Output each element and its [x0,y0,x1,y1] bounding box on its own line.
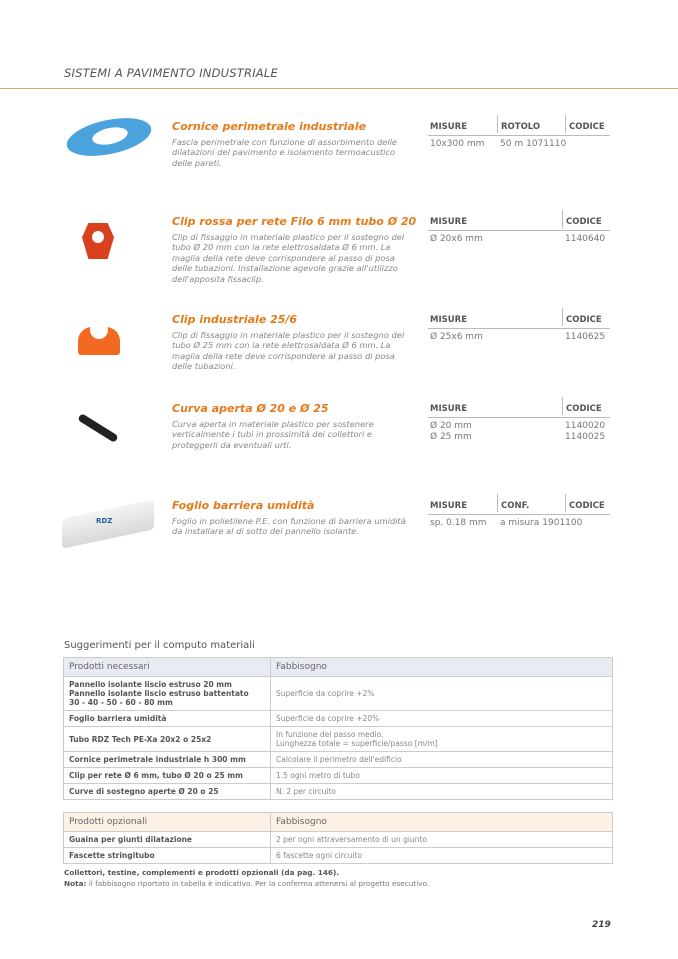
spec-row [428,421,610,432]
optional-products-table [63,812,613,864]
product-cell: Clip per rete Ø 6 mm, tubo Ø 20 o 25 mm [64,768,271,784]
table-row [64,768,613,784]
product-title: Foglio barriera umidità [172,499,315,512]
spec-cell: a misura [500,518,540,528]
spec-cell: 1140025 [565,432,606,442]
spec-cell: Ø 20 mm [430,421,472,431]
requirement-cell: In funzione del passo medio. Lunghezza totale = superficie/passo [m/m] [271,727,613,752]
table-row [64,677,613,711]
spec-header: MISURE [430,315,467,325]
spec-row [428,234,610,245]
divider [0,88,678,89]
spec-table [428,315,610,343]
product-image [66,112,152,164]
spec-cell: sp. 0.18 mm [430,518,487,528]
spec-cell: 1071110 [526,139,567,149]
page-number: 219 [592,920,611,930]
product-title: Clip rossa per rete Filo 6 mm tubo Ø 20 [172,215,417,228]
header-cell: Fabbisogno [271,658,613,677]
spec-row [428,432,610,443]
spec-header: MISURE [430,122,467,132]
suggestions-title: Suggerimenti per il computo materiali [64,640,255,651]
note [64,879,429,888]
spec-header: MISURE [430,501,467,511]
product-description: Clip di fissaggio in materiale plastico per il sostegno del tubo Ø 20 mm con la rete elettrosaldata Ø 6 mm. La maglia della rete deve corrispondere al passo di posa delle tubazioni. Installazione agevole grazie all'utilizzo dell'apposita fissaclip. [172,232,405,284]
spec-row [428,139,610,150]
product-description: Clip di fissaggio in materiale plastico per il sostegno del tubo Ø 25 mm con la rete elettrosaldata Ø 6 mm. La maglia della rete deve corrispondere al passo di posa delle tubazioni. [172,330,405,372]
product-cell: Foglio barriera umidità [64,711,271,727]
note-text: il fabbisogno riportato in tabella è indicativo. Per la conferma attenersi al progetto esecutivo. [86,879,430,888]
spec-table [428,501,610,529]
product-cell: Cornice perimetrale industriale h 300 mm [64,752,271,768]
table-header [64,813,613,832]
spec-cell: 50 m [500,139,524,149]
spec-cell: 1140625 [565,332,606,342]
header-cell: Fabbisogno [271,813,613,832]
product-image [78,219,118,263]
spec-table [428,217,610,245]
table-row [64,752,613,768]
table-row [64,832,613,848]
footnote [64,868,339,877]
spec-table [428,404,610,443]
spec-cell: Ø 25 mm [430,432,472,442]
spec-cell: Ø 25x6 mm [430,332,483,342]
requirement-cell: Superficie da coprire +20% [271,711,613,727]
requirement-cell: Superficie da coprire +2% [271,677,613,711]
spec-header: CODICE [565,494,610,512]
required-products-table [63,657,613,800]
spec-header: MISURE [430,217,467,227]
spec-cell: 1140020 [565,421,606,431]
spec-header: CODICE [562,397,610,415]
requirement-cell: 2 per ogni attraversamento di un giunto [271,832,613,848]
product-title: Cornice perimetrale industriale [172,120,367,133]
header-cell: Prodotti necessari [64,658,271,677]
spec-cell: 1140640 [565,234,606,244]
spec-cell: 10x300 mm [430,139,485,149]
product-cell: Pannello isolante liscio estruso 20 mm Pannello isolante liscio estruso battentato 30 - 40 - 50 - 60 - 80 mm [64,677,271,711]
requirement-cell: Calcolare il perimetro dell'edificio [271,752,613,768]
table-row [64,727,613,752]
section-title: SISTEMI A PAVIMENTO INDUSTRIALE [64,66,278,80]
product-title: Clip industriale 25/6 [172,313,298,326]
product-image [72,410,122,450]
requirement-cell: N. 2 per circuito [271,784,613,800]
table-header [64,658,613,677]
spec-header: MISURE [430,404,467,414]
footnote-text: Collettori, testine, complementi e prodotti opzionali (da pag. 146). [64,868,340,877]
product-description: Curva aperta in materiale plastico per sostenere verticalmente i tubi in prossimità dei collettori e proteggerli da eventuali urti. [172,419,374,450]
spec-cell: 1901100 [542,518,583,528]
spec-header: CODICE [562,210,610,228]
spec-table [428,122,610,150]
product-cell: Guaina per giunti dilatazione [64,832,271,848]
product-image [62,501,154,547]
product-cell: Curve di sostegno aperte Ø 20 o 25 [64,784,271,800]
product-cell: Tubo RDZ Tech PE-Xa 20x2 o 25x2 [64,727,271,752]
note-label: Nota: [64,879,87,888]
requirement-cell: 1.5 ogni metro di tubo [271,768,613,784]
table-row [64,784,613,800]
product-title: Curva aperta Ø 20 e Ø 25 [172,402,329,415]
spec-row [428,518,610,529]
spec-header: CONF. [497,494,565,512]
product-description: Foglio in polietilene P.E. con funzione di barriera umidità da installare al di sotto del pannello isolante. [172,516,406,537]
spec-row [428,332,610,343]
spec-header: CODICE [562,308,610,326]
table-row [64,848,613,864]
table-row [64,711,613,727]
spec-header: ROTOLO [497,115,565,133]
spec-cell: Ø 20x6 mm [430,234,483,244]
product-cell: Fascette stringitubo [64,848,271,864]
requirement-cell: 6 fascette ogni circuito [271,848,613,864]
header-cell: Prodotti opzionali [64,813,271,832]
product-description: Fascia perimetrale con funzione di assorbimento delle dilatazioni del pavimento e isolamento termoacustico delle pareti. [172,137,398,168]
product-image [78,321,120,355]
rdz-logo: RDZ [96,517,113,525]
spec-header: CODICE [565,115,610,133]
